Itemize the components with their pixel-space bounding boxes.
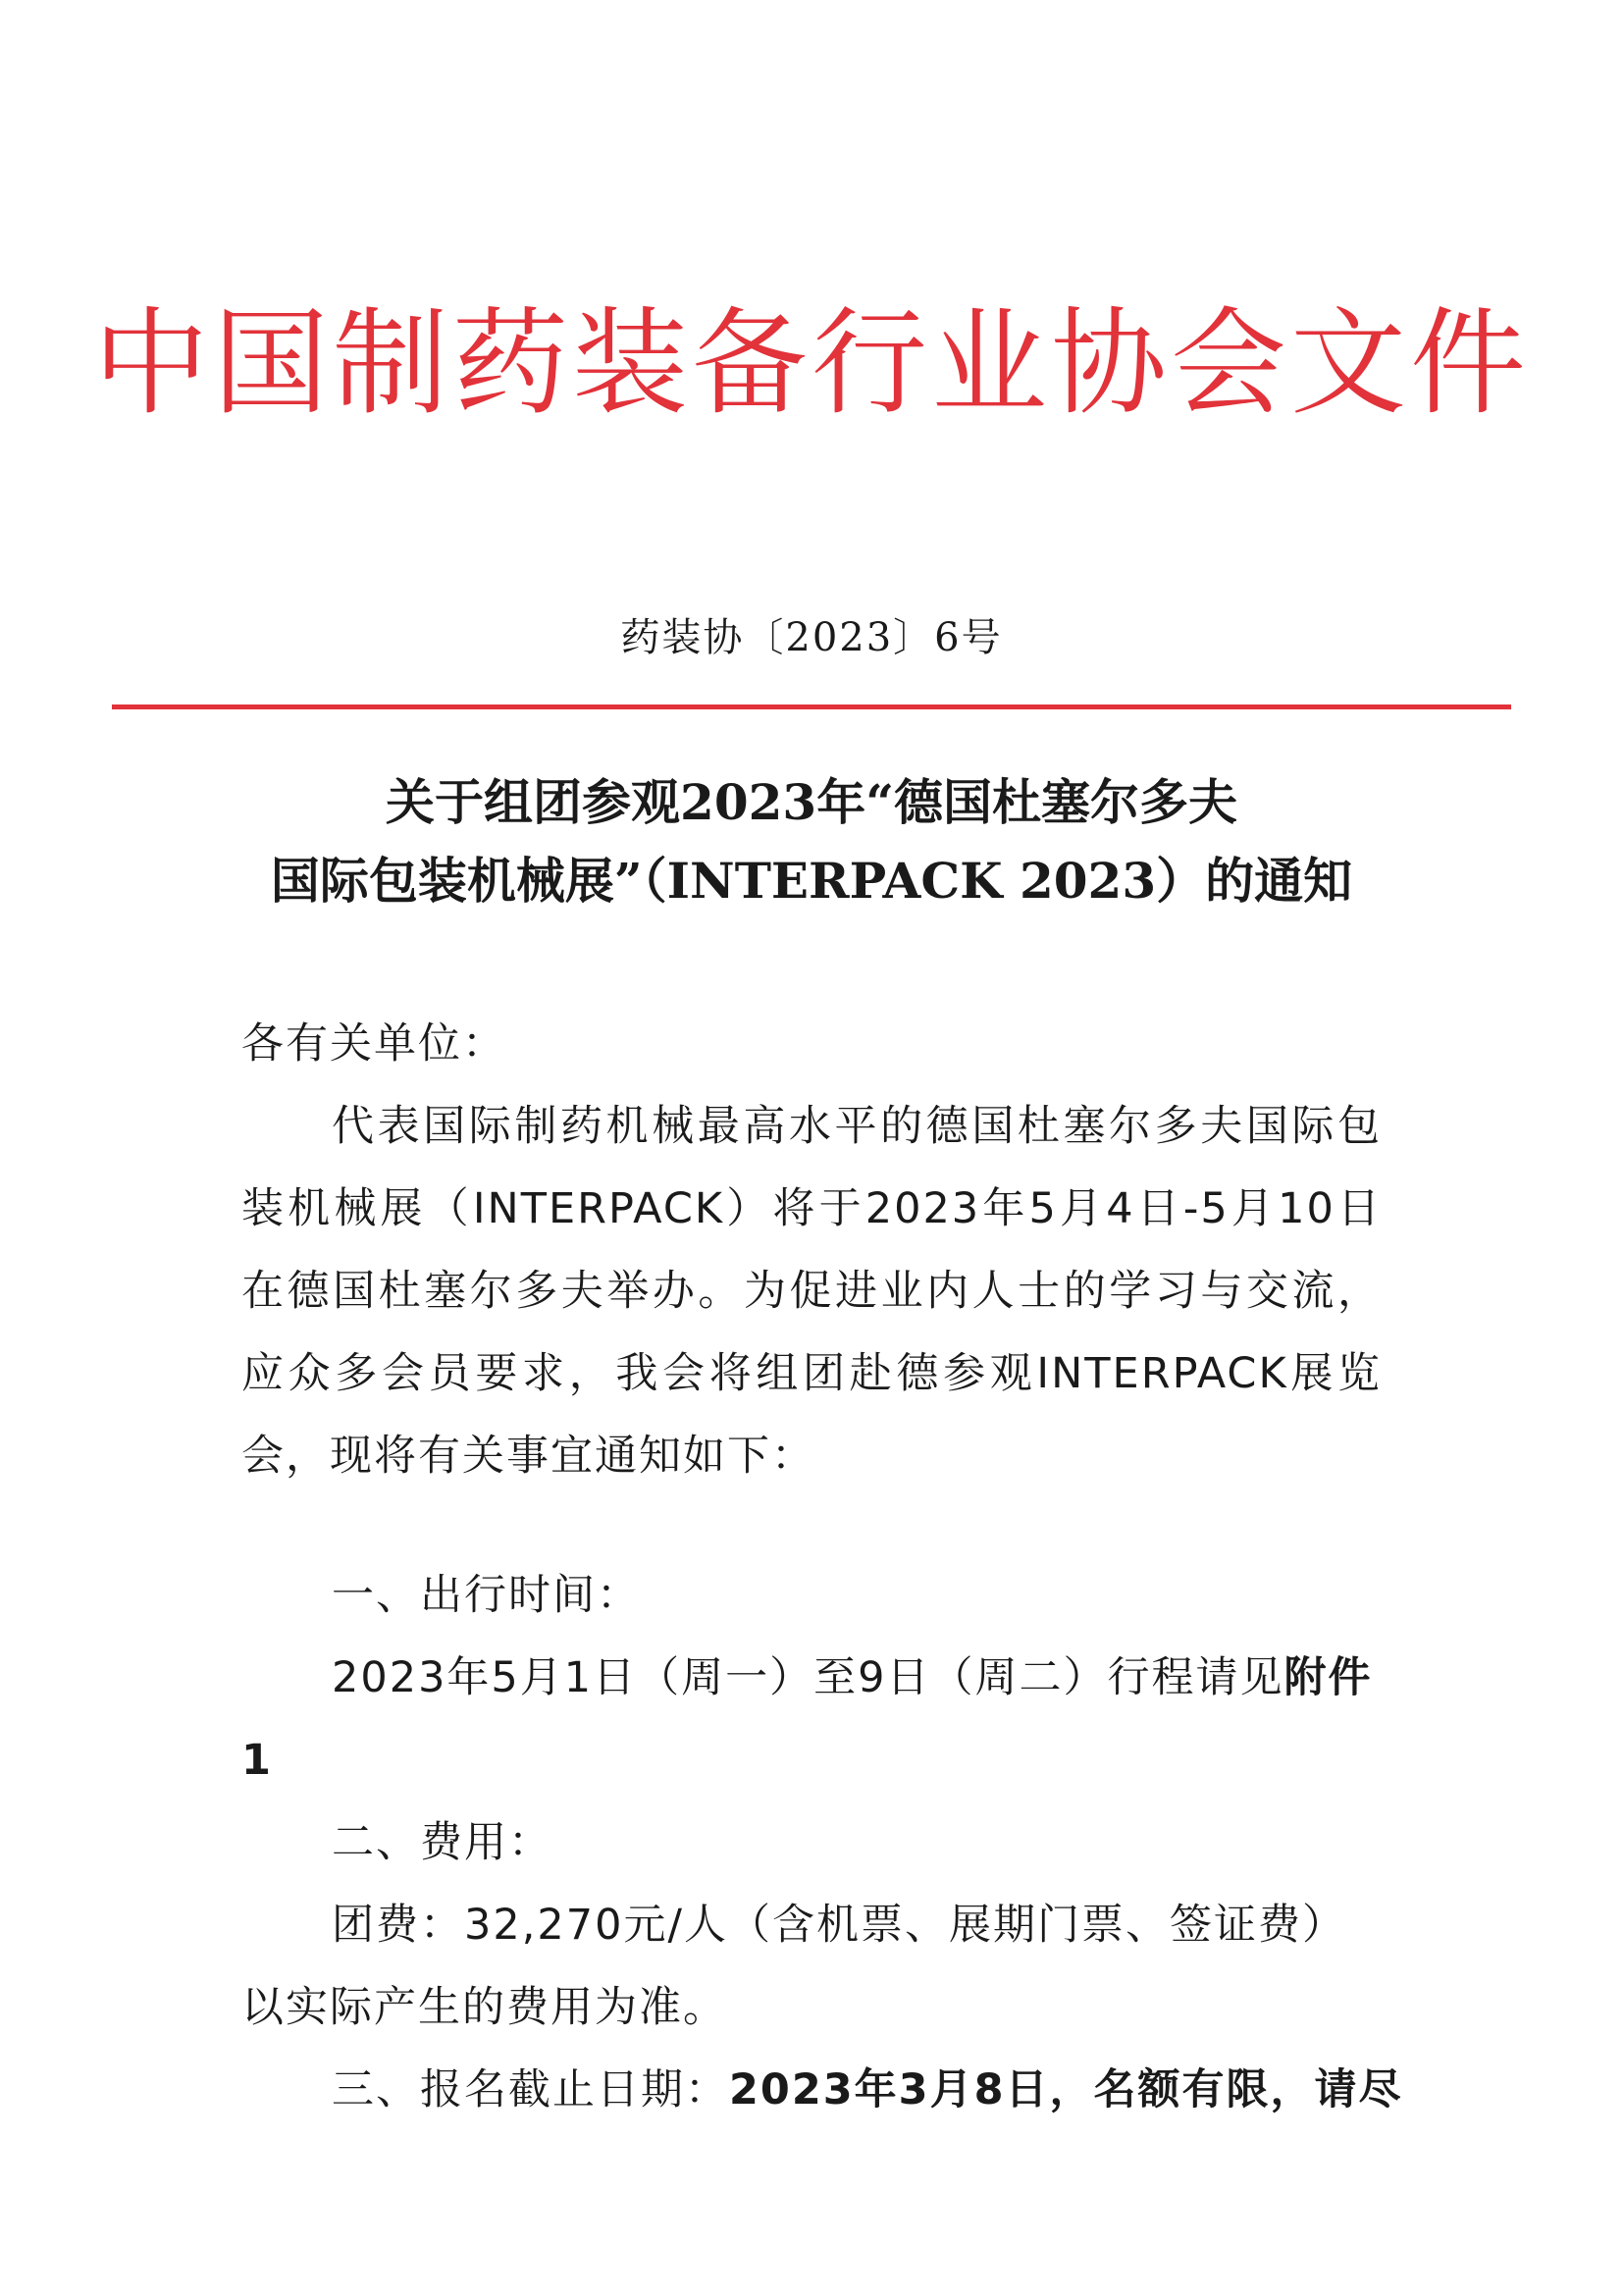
salutation: 各有关单位：: [241, 1019, 506, 1069]
section-3-paragraph: [241, 2049, 1403, 2131]
intro-paragraph: 代表国际制药机械最高水平的德国杜塞尔多夫国际包装机械展（INTERPACK）将于2023年5月4日-5月10日在德国杜塞尔多夫举办。为促进业内人士的学习与交流，应众多会员要求，我会将组团赴德参观INTERPACK展览会，现将有关事宜通知如下：: [241, 1102, 1382, 1481]
section-1-paragraph: [241, 1637, 1382, 1801]
notice-title-line-1: 关于组团参观2023年“德国杜塞尔多夫: [386, 773, 1237, 831]
letterhead-title: 中国制药装备行业协会文件: [92, 295, 1530, 431]
notice-title: [0, 763, 1623, 920]
red-divider-line: [112, 704, 1511, 709]
section-2-paragraph: 团费：32,270元/人（含机票、展期门票、签证费）以实际产生的费用为准。: [241, 1901, 1346, 2032]
section-3-label: 三、报名截止日期：: [332, 2065, 729, 2114]
section-1-heading: 一、出行时间：: [332, 1571, 641, 1620]
section-1-text: 2023年5月1日（周一）至9日（周二）行程请见: [332, 1653, 1284, 1702]
notice-title-line-2: 国际包装机械展”（INTERPACK 2023）的通知: [270, 852, 1353, 910]
section-3-deadline: 2023年3月8日，名额有限，请尽: [729, 2065, 1403, 2114]
document-number: 药装协〔2023〕6号: [620, 615, 1003, 660]
section-2-heading: 二、费用：: [332, 1818, 552, 1867]
attachment-1-reference: 附件1: [241, 1653, 1373, 1785]
